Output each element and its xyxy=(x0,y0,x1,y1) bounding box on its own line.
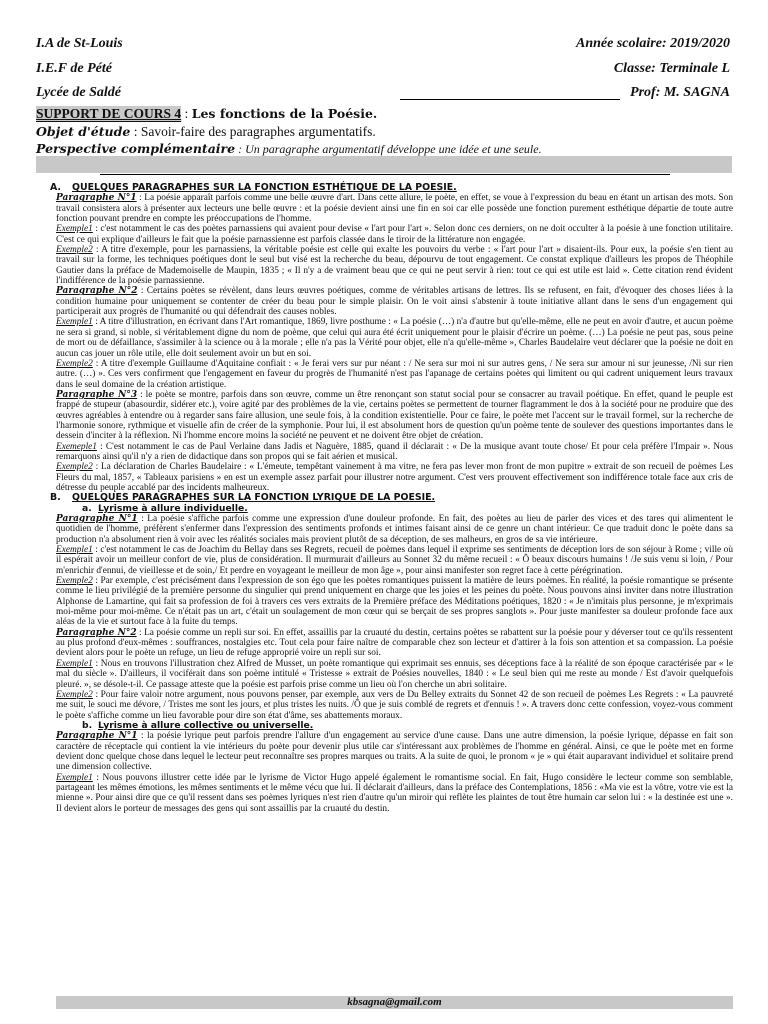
class-name: Classe: Terminale L xyxy=(613,61,730,76)
subsection-heading-a: a. Lyrisme à allure individuelle. xyxy=(82,502,248,514)
paragraph: Paragraphe N°1 : La poésie apparaît parfois comme une belle œuvre d'art. Dans cette allure, le poète, en effet, se voue à l'expression du beau en étant un artisan des mots. Son travail consistera alors à présenter aux lecteurs une belle œuvre : et la poésie devient ainsi une fin en soi car elle possède une fonction purement esthétique départie de toute autre fonction pouvant prendre en compte les préoccupations de l'homme. xyxy=(56,193,734,225)
course-title: SUPPORT DE COURS 4 : Les fonctions de la Poésie. xyxy=(36,106,378,121)
paragraph: Paragraphe N°2 : La poésie comme un repli sur soi. En effet, assaillis par la cruauté du destin, certains poètes se rabattent sur la poésie pour y déverser tout ce qu'ils ressentent au plus profond d'eux-mêmes : souffrances, nostalgies etc. Tout cela pour faire naître de comparable chez son lecteur et d'attirer à la fois son attention et sa compassion. La poésie devient alors pour le poète un refuge, un lieu de refuge approprié voire un repli sur soi. xyxy=(56,627,734,659)
paragraph: Paragraphe N°2 : Certains poètes se révèlent, dans leurs œuvres poétiques, comme de véritables artisans de lettres. Ils se refusent, en fait, d'évoquer des choses liées à la condition humaine pour uniquement se contenter de créer du beau pour le simple plaisir. On le voit ainsi s'abstenir à toute initiative allant dans le sens d'un engagement qui participerait aux progrès de l'humanité ou qui défendrait des causes nobles. xyxy=(56,286,733,318)
example: Exemple2 : Par exemple, c'est précisément dans l'expression de son égo que les poètes romantiques puissent la matière de leurs poèmes. En réalité, la poésie romantique se présente comme le lieu privilégié de la première personne du singulier qui prend uniquement en charge que les joies et les peines du poète. Nous pouvons ainsi inviter dans notre illustration Alphonse de Lamartine, qui fait sa profession de foi à travers ces vers extraits de la Première préface des Méditations poétiques, 1820 : « Je n'imitais plus personne, je m'exprimais moi-même pour moi-même. Ce n'était pas un art, c'était un soulagement de mon cœur qui se berçait de ses propres sanglots ». Pour juste manifester sa douleur profonde face aux aléas de la vie et surtout face à la fuite du temps. xyxy=(56,576,733,628)
section-heading-a: A. QUELQUES PARAGRAPHES SUR LA FONCTION ESTHÉTIQUE DE LA POESIE. xyxy=(50,182,457,193)
example: Exemple2 : Pour faire valoir notre argument, nous pouvons penser, par exemple, aux vers de Du Belley extraits du Sonnet 42 de son recueil de poèmes Les Regrets : « La pauvreté me suit, le souci me dévore, / Tristes me sont les jours, et plus tristes les nuits. /Ô que je suis comblé de regrets et d'ennuis ! ». A travers donc cette confession, voyez-vous comment le poète s'affiche comme un lieu favorable pour dire son état d'âme, ses abattements moraux. xyxy=(56,689,733,721)
paragraph: Paragraphe N°3 : le poète se montre, parfois dans son œuvre, comme un être renonçant son statut social pour se consacrer au travail poétique. En effet, quand le peuple est frappé de stupeur (abasourdir, sidérer etc.), voire agité par des problèmes de la vie, certains poètes se permettent de tourner flagramment le dos à la société pour ne produire que des œuvres agréables à entendre ou à regarder sans faire allusion, une seule fois, à la condition existentielle. Pour ce faire, le poète met l'accent sur le travail formel, sur la recherche de l'harmonie sonore, rythmique et visuelle afin de créer de la symphonie. Pour lui, il est absolument hors de question qu'un poème tente de soulever des questions importantes dans le dessein d'inciter à la réflexion. Ni l'homme encore moins la société ne peuvent et ne doivent être objet de création. xyxy=(56,389,733,442)
example: Exemple1 : Nous pouvons illustrer cette idée par le lyrisme de Victor Hugo appelé également le romantisme social. En fait, Hugo considère le lecteur comme son semblable, partageant les mêmes émotions, les mêmes sentiments et le même vécu que lui. Il déclarait d'ailleurs, dans la préface des Contemplations, 1856 : «Ma vie est la vôtre, votre vie est la mienne ». Pour ainsi dire que ce qu'il ressent dans ses poèmes lyriques n'est rien d'autre qu'un miroir qui reflète les plaintes de tout être humain car selon lui : « la destinée est une ». Il devient alors le porteur de messages des gens qui sont assaillis par la cruauté du destin. xyxy=(56,772,733,814)
example: Exemple2 : A titre d'exemple, pour les parnassiens, la véritable poésie est celle qui exalte les pouvoirs du verbe : « l'art pour l'art » disaient-ils. Pour eux, la poésie s'en tient au travail sur la forme, les techniques poétiques dont le seul but visé est la recherche du beau, dépourvu de tout engagement. Ce constat explique d'ailleurs les propos de Théophile Gautier dans la préface de Mademoiselle de Maupin, 1835 ; « Il n'y a de vraiment beau que ce qui ne peut servir à rien: tout ce qui est utile est laid ». Cette citation rend évident l'indifférence de la poésie parnassienne. xyxy=(56,245,733,287)
study-object: Objet d'étude : Savoir-faire des paragraphes argumentatifs. xyxy=(36,124,376,139)
school-line-1: I.A de St-Louis xyxy=(36,36,123,51)
school-line-2: I.E.F de Pété xyxy=(36,61,112,76)
subsection-heading-b: b. Lyrisme à allure collective ou universelle. xyxy=(82,719,314,731)
header-underline xyxy=(400,99,620,100)
footer-email: kbsagna@gmail.com xyxy=(56,996,733,1009)
thin-divider xyxy=(100,174,670,175)
school-line-3: Lycée de Saldé xyxy=(36,85,121,100)
example: Exemple2 : La déclaration de Charles Baudelaire : « L'émeute, tempêtant vainement à ma vitre, ne fera pas lever mon front de mon pupitre » extrait de son recueil de poèmes Les Fleurs du mal, 1857, « Tableaux parisiens » en est un exemple assez parfait pour illustrer notre argument. C'est vers prouvent effectivement son indifférence totale face aux cris de détresse du peuple accablé par des incidents malheureux. xyxy=(56,462,733,493)
example: Exemple1 : A titre d'illustration, en écrivant dans l'Art romantique, 1869, livre posthume : « La poésie (…) n'a d'autre but qu'elle-même, elle ne peut en avoir d'autre, et aucun poème ne sera si grand, si noble, si véritablement digne du nom de poème, que celui qui aura été écrit uniquement pour le plaisir d'écrire un poème. (…) La poésie ne peut pas, sous peine de mort ou de défaillance, s'assimiler à la science ou à la morale ; elle n'a pas la Vérité pour objet, elle n'a qu'elle-même », Charles Baudelaire veut déclarer que la poésie ne doit en aucun cas jouer un rôle utile, elle doit seulement avoir un but en soi. xyxy=(56,317,733,359)
example: Exemple1 : c'est notamment le cas des poètes parnassiens qui avaient pour devise « l'art pour l'art ». Selon donc ces derniers, on ne doit occulter à la poésie à une fonction utilitaire. C'est ce qui explique d'ailleurs le fait que la poésie parnassienne est parfois classée dans le tiroir de la littérature non engagée. xyxy=(56,224,733,245)
grey-divider xyxy=(36,156,732,173)
course-body xyxy=(50,182,734,814)
teacher-name: Prof: M. SAGNA xyxy=(630,85,730,100)
example: Exemple1 : Nous en trouvons l'illustration chez Alfred de Musset, un poète romantique qui exprimait ses ennuis, ses déceptions face à la réalité de son époque caractérisée par « le mal du siècle ». D'ailleurs, il vociférait dans son poème intitulé « Tristesse » extrait de Poésies nouvelles, 1840 : « Le seul bien qui me reste au monde / Est d'avoir quelquefois pleuré. », se désole-t-il. Ce passage atteste que la poésie est parfois prise comme un lieu où l'on cherche un abri solitaire. xyxy=(56,658,733,690)
section-heading-b: B. QUELQUES PARAGRAPHES SUR LA FONCTION LYRIQUE DE LA POESIE. xyxy=(50,492,436,504)
example: Exemeple1 : C'est notamment le cas de Paul Verlaine dans Jadis et Naguère, 1885, quand il déclarait : « De la musique avant toute chose/ Et pour cela préfère l'Impair ». Nous remarquons ainsi qu'il n'y a rien de didactique dans son propos qui se fait aérien et musical. xyxy=(56,441,733,462)
course-subject: Les fonctions de la Poésie. xyxy=(191,106,378,121)
course-tag: SUPPORT DE COURS 4 xyxy=(36,106,182,121)
example: Exemple1 : c'est notamment le cas de Joachim du Bellay dans ses Regrets, recueil de poèmes dans lequel il exprime ses sentiments de déception lors de son séjour à Rome ; ville où il espérait avoir un meilleur confort de vie, plus de considération. Il murmurait d'ailleurs au Sonnet 32 du même recueil : « Ô beaux discours humains ! /Je suis venu si loin, / Pour m'enrichir d'ennui, de vieillesse et de soin,/ Et perdre en voyageant le meilleur de mon âge », pour ainsi manifester son regret face à cette pérégrination. xyxy=(56,545,733,576)
paragraph: Paragraphe N°1 : La poésie s'affiche parfois comme une expression d'une douleur profonde. En fait, des poètes au lieu de parler des vices et des tares qui alimentent le quotidien de l'homme, préfèrent s'enfermer dans l'expression des sentiments profonds et intimes faisant ainsi de ce genre un chant intérieur. Ce que traduit donc le poète dans sa production n'a absolument rien à voir avec les réalités sociales mais provient plutôt de sa déception, de ses malheurs, en gros de sa vie intérieure. xyxy=(56,514,733,545)
example: Exemple2 : A titre d'exemple Guillaume d'Aquitaine confiait : « Je ferai vers sur pur néant : / Ne sera sur moi ni sur autres gens, / Ne sera sur amour ni sur jeunesse, /Ni sur rien autre. (…) ». Ces vers confirment que l'engagement en faveur du progrès de l'humanité n'est pas l'apanage de certains poètes qui limitent ou qui cadrent uniquement leurs travaux dans le seul domaine de la création artistique. xyxy=(56,358,733,390)
paragraph: Paragraphe N°1 : la poésie lyrique peut parfois prendre l'allure d'un engagement au service d'une cause. Dans une autre dimension, la poésie lyrique, dépasse en fait son caractère de réceptacle qui contient la vie intérieurs du poète pour devenir plus utile car s'intéressant aux problèmes de l'homme en général. Ainsi, ce que le poète met en forme devient donc quelque chose dans lequel le lecteur peut reconnaître ses propres marques ou traits. A la suite de quoi, le pronom « je » qui était auparavant individuel et solitaire prend une dimension collective. xyxy=(56,731,733,773)
complementary-perspective: Perspective complémentaire : Un paragraphe argumentatif développe une idée et une seule. xyxy=(36,141,542,156)
school-year: Année scolaire: 2019/2020 xyxy=(576,36,730,51)
